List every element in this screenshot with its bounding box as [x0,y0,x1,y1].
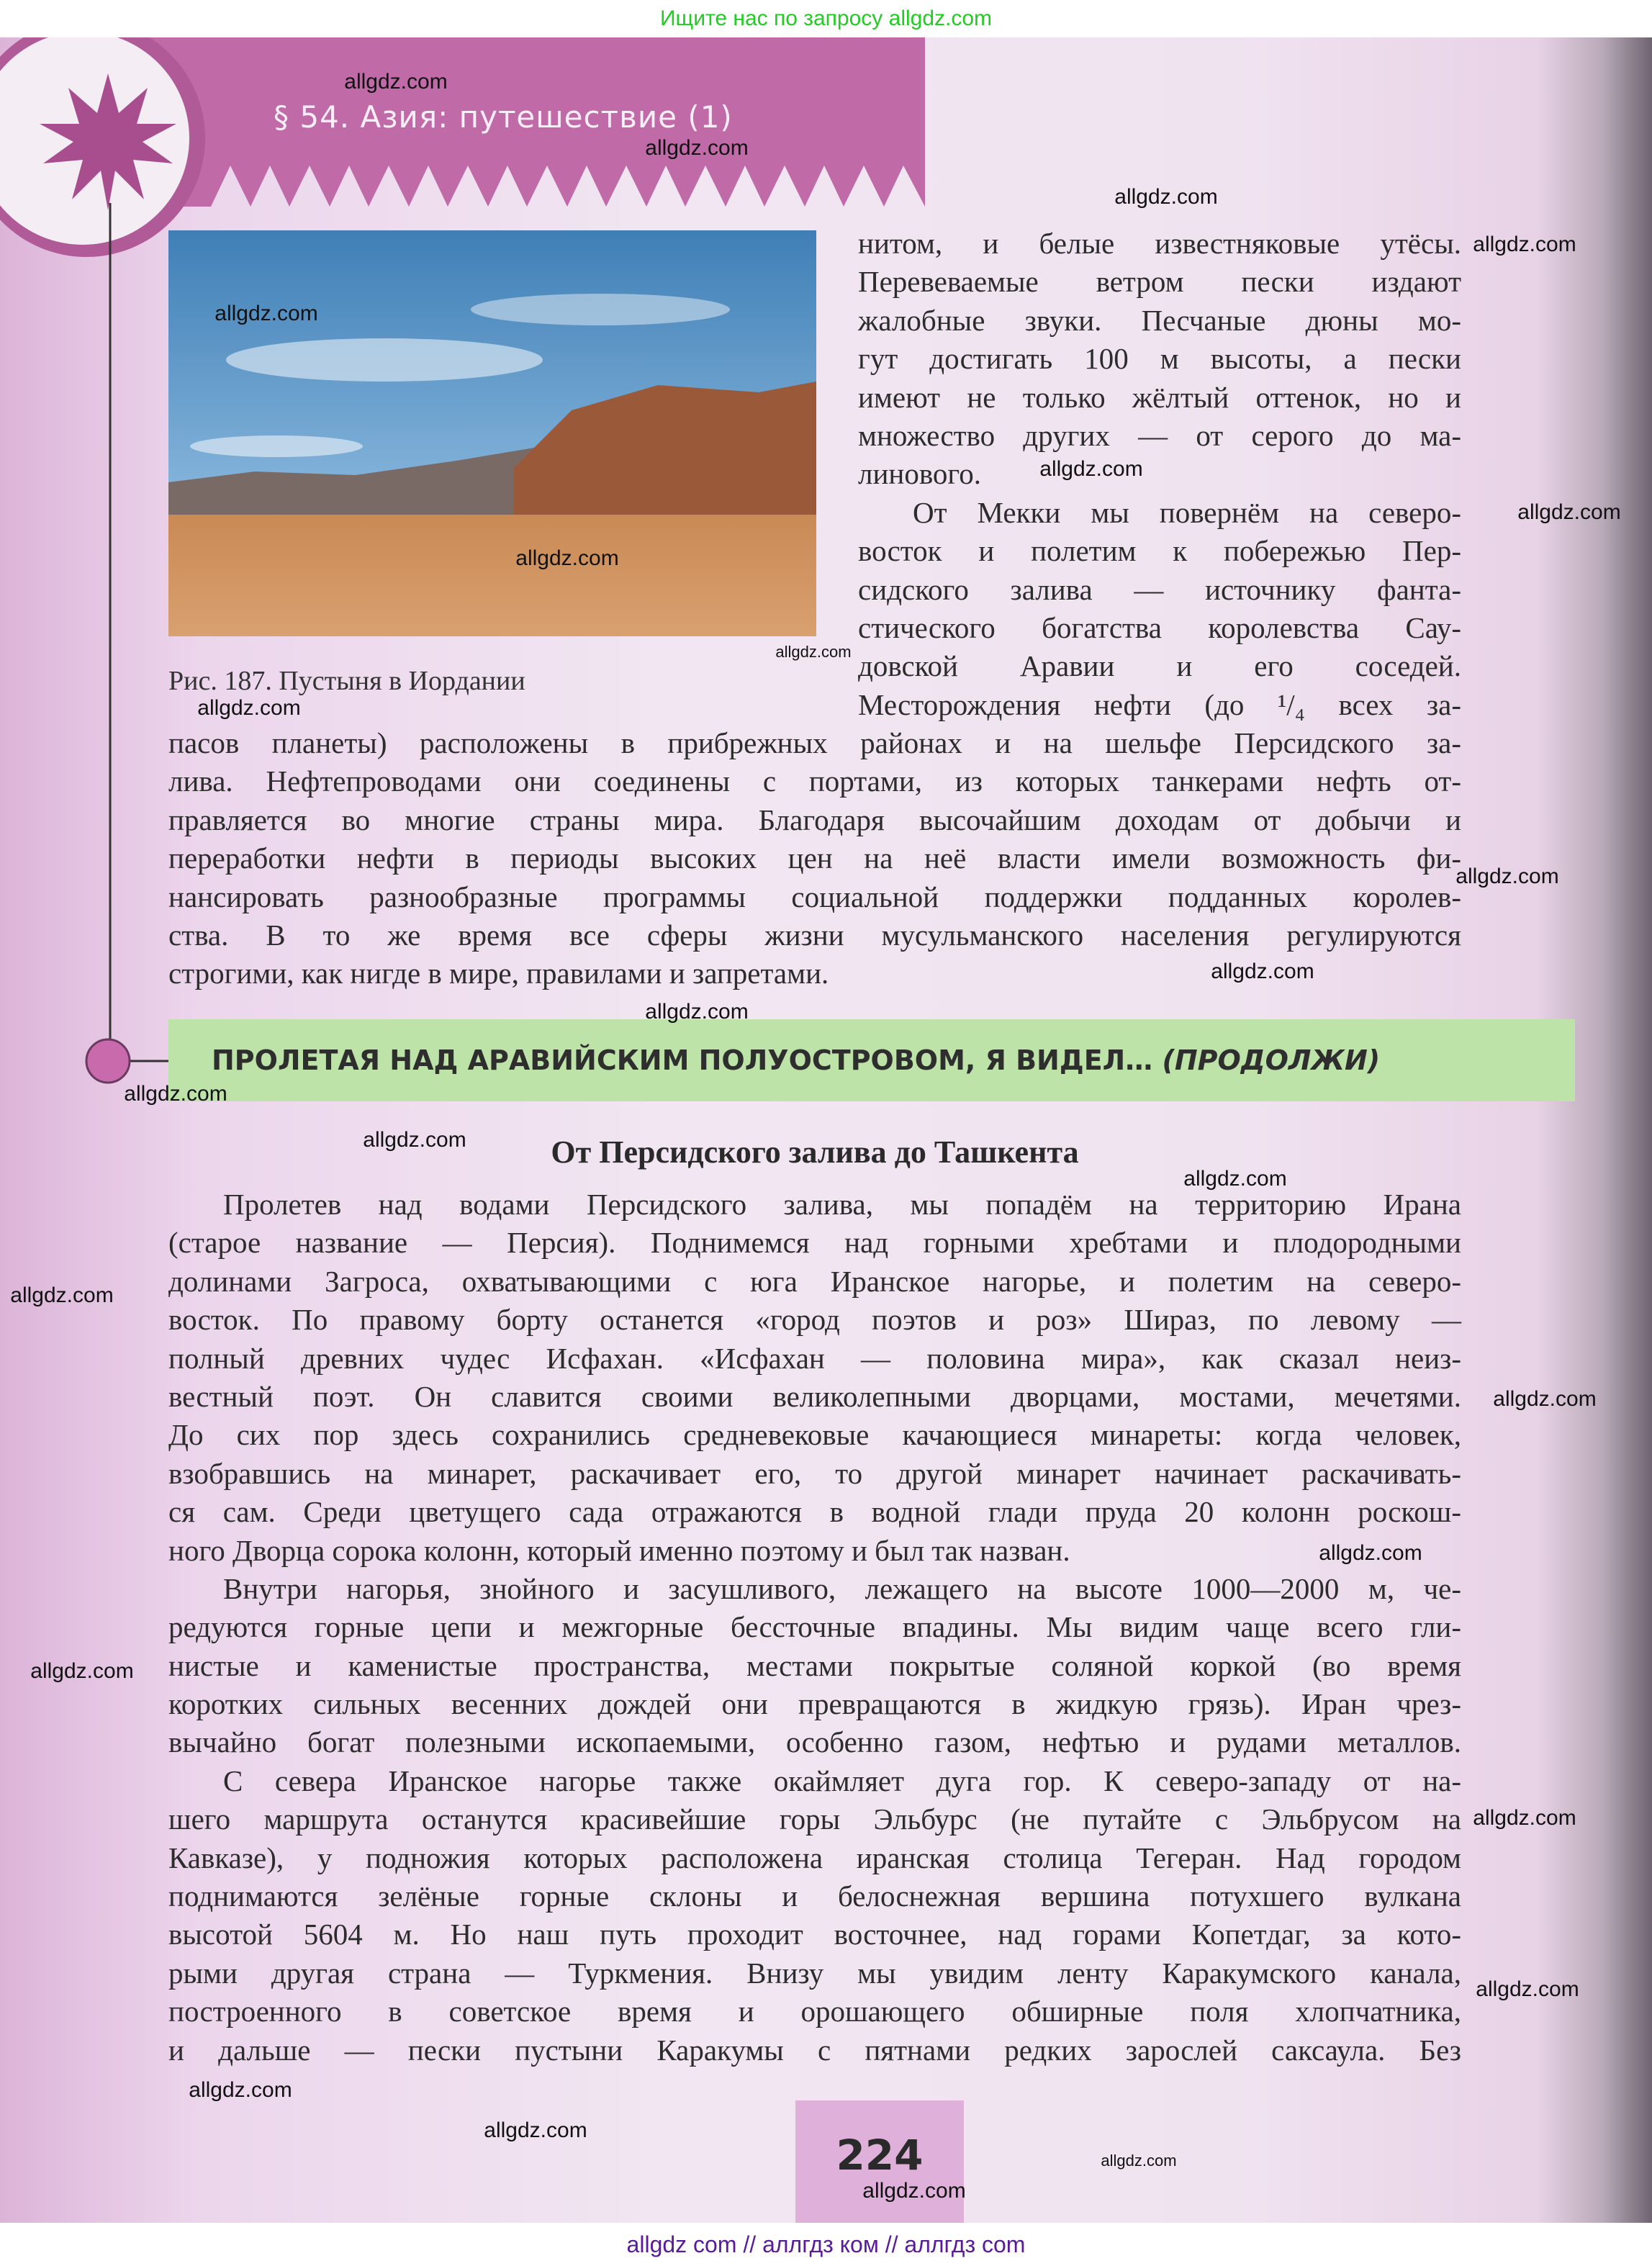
text-line: довской Аравии и его соседей. [858,649,1461,683]
page-number: 224 [795,2100,964,2223]
watermark[interactable]: allgdz.com [1114,185,1218,209]
text-line: ства. В то же время все сферы жизни мусульманского населения регулируются [168,918,1461,952]
subheading: От Персидского залива до Ташкента [551,1134,1079,1170]
text-line: редуются горные цепи и межгорные бессточные впадины. Мы видим чаще всего гли- [168,1610,1461,1644]
top-banner[interactable]: Ищите нас по запросу allgdz.com [0,0,1652,37]
watermark[interactable]: allgdz.com [215,302,318,325]
watermark[interactable]: allgdz.com [775,643,852,661]
text-line: До сих пор здесь сохранились средневековые качающиеся минареты: когда человек, [168,1418,1461,1452]
task-text: ПРОЛЕТАЯ НАД АРАВИЙСКИМ ПОЛУОСТРОВОМ, Я ВИДЕЛ… [212,1044,1153,1076]
watermark[interactable]: allgdz.com [645,136,749,160]
text-line: строгими, как нигде в мире, правилами и запретами. [168,957,829,990]
text-line: нансировать разнообразные программы социальной поддержки подданных королев- [168,880,1461,913]
section-title: § 54. Азия: путешествие (1) [274,99,733,135]
desert-photo [168,230,816,636]
text-line: имеют не только жёлтый оттенок, но и [858,380,1461,414]
text-line: Внутри нагорья, знойного и засушливого, лежащего на высоте 1000—2000 м, че- [223,1571,1461,1605]
text-line: нитом, и белые известняковые утёсы. [858,227,1461,260]
text-line: От Мекки мы повернём на северо- [913,495,1461,529]
figure-caption: Рис. 187. Пустыня в Иордании [168,666,525,696]
watermark[interactable]: allgdz.com [344,70,448,94]
watermark[interactable]: allgdz.com [1455,865,1559,888]
watermark[interactable]: allgdz.com [10,1283,114,1307]
watermark[interactable]: allgdz.com [363,1128,466,1152]
text-line: множество других — от серого до ма- [858,418,1461,452]
text-line: С севера Иранское нагорье также окаймляет дуга гор. К северо-западу от на- [223,1764,1461,1797]
text-line: гут достигать 100 м высоты, а пески [858,342,1461,376]
watermark[interactable]: allgdz.com [30,1659,134,1683]
text-line: нистые и каменистые пространства, местами покрытые соляной коркой (во время [168,1648,1461,1682]
text-line: построенного в советское время и орошающего обширные поля хлопчатника, [168,1995,1461,2028]
text-line: лива. Нефтепроводами они соединены с портами, из которых танкерами нефть от- [168,764,1461,798]
text-line: линового. [858,457,981,491]
watermark[interactable]: allgdz.com [1473,1806,1576,1830]
text-line: полный древних чудес Исфахан. «Исфахан — половина мира», как сказал неиз- [168,1341,1461,1375]
watermark[interactable]: allgdz.com [484,2118,587,2142]
watermark[interactable]: allgdz.com [1476,1977,1579,2001]
text-line: восток. По правому борту останется «город поэтов и роз» Шираз, по левому — [168,1303,1461,1337]
text-line: стического богатства королевства Сау- [858,610,1461,644]
text-line: и дальше — пески пустыни Каракумы с пятнами редких зарослей саксаула. Без [168,2033,1461,2067]
text-line: жалобные звуки. Песчаные дюны мо- [858,303,1461,337]
text-line: Месторождения нефти (до ¹/₄ всех за- [858,687,1461,721]
watermark[interactable]: allgdz.com [515,546,619,570]
text-line: вестный поэт. Он славится своими великолепными дворцами, мостами, мечетями. [168,1379,1461,1413]
margin-dot [86,1039,130,1083]
text-line: ного Дворца сорока колонн, который именно поэтому и был так назван. [168,1533,1070,1567]
text-line: долинами Загроса, охватывающими с юга Иранское нагорье, и полетим на северо- [168,1264,1461,1298]
task-band [168,1019,1575,1101]
text-line: пасов планеты) расположены в прибрежных районах и на шельфе Персидского за- [168,726,1461,759]
bottom-banner[interactable]: allgdz com // аллгдз ком // аллгдз com [0,2223,1652,2266]
watermark[interactable]: allgdz.com [1039,457,1143,481]
text-line: поднимаются зелёные горные склоны и белоснежная вершина потухшего вулкана [168,1879,1461,1913]
watermark[interactable]: allgdz.com [862,2179,966,2203]
watermark[interactable]: allgdz.com [1183,1167,1287,1191]
text-line: Пролетев над водами Персидского залива, мы попадём на территорию Ирана [223,1188,1461,1221]
text-line: вычайно богат полезными ископаемыми, особенно газом, нефтью и рудами металлов. [168,1725,1461,1759]
text-line: коротких сильных весенних дождей они превращаются в жидкую грязь). Иран чрез- [168,1687,1461,1721]
watermark[interactable]: allgdz.com [1493,1387,1597,1411]
watermark[interactable]: allgdz.com [197,696,301,720]
watermark[interactable]: allgdz.com [1473,233,1576,256]
text-line: (старое название — Персия). Поднимемся над горными хребтами и плодородными [168,1226,1461,1260]
text-line: шего маршрута останутся красивейшие горы Эльбурс (не путайте с Эльбрусом на [168,1802,1461,1836]
text-line: восток и полетим к побережью Пер- [858,534,1461,568]
body-text [168,1186,1461,2069]
full-width-text [168,724,1461,993]
text-line: сидского залива — источнику фанта- [858,572,1461,606]
text-line: рыми другая страна — Туркмения. Внизу мы увидим ленту Каракумского канала, [168,1956,1461,1990]
text-line: Кавказе), у подножия которых расположена иранская столица Тегеран. Над городом [168,1841,1461,1874]
task-hint: (ПРОДОЛЖИ) [1162,1044,1381,1076]
watermark[interactable]: allgdz.com [124,1082,227,1106]
text-line: ся сам. Среди цветущего сада отражаются в водной глади пруда 20 колонн роскош- [168,1495,1461,1529]
text-line: переработки нефти в периоды высоких цен на неё власти имели возможность фи- [168,841,1461,875]
watermark[interactable]: allgdz.com [189,2078,292,2102]
text-line: правляется во многие страны мира. Благодаря высочайшим доходам от добычи и [168,803,1461,836]
right-column-text [858,225,1461,724]
text-line: взобравшись на минарет, раскачивает его, то другой минарет начинает раскачивать- [168,1456,1461,1490]
text-line: Перевеваемые ветром пески издают [858,265,1461,299]
watermark[interactable]: allgdz.com [1319,1541,1422,1565]
text-line: высотой 5604 м. Но наш путь проходит восточнее, над горами Копетдаг, за кото- [168,1918,1461,1951]
watermark[interactable]: allgdz.com [645,1000,749,1024]
watermark[interactable]: allgdz.com [1211,960,1314,983]
watermark[interactable]: allgdz.com [1517,500,1621,524]
watermark[interactable]: allgdz.com [1101,2152,1177,2170]
